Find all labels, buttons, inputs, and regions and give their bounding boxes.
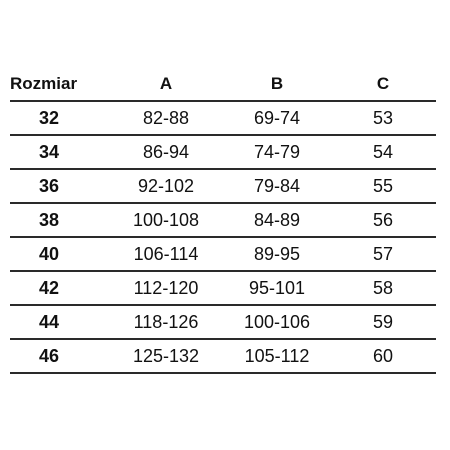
- table-row: [10, 102, 436, 136]
- size-cell: 40: [38, 243, 60, 264]
- table-header-row: [10, 68, 436, 102]
- a-cell: 92-102: [137, 175, 195, 196]
- a-cell: 118-126: [133, 311, 199, 332]
- c-cell: 53: [372, 107, 394, 128]
- c-cell: 54: [372, 141, 394, 162]
- b-cell: 105-112: [244, 345, 310, 366]
- b-cell: 100-106: [243, 311, 311, 332]
- a-cell: 112-120: [133, 277, 199, 298]
- size-cell: 42: [38, 277, 60, 298]
- table-row: [10, 340, 436, 374]
- a-cell: 100-108: [132, 209, 200, 230]
- size-cell: 44: [38, 311, 60, 332]
- table-row: [10, 204, 436, 238]
- header-size: Rozmiar: [10, 74, 78, 93]
- b-cell: 95-101: [248, 277, 306, 298]
- c-cell: 58: [372, 277, 394, 298]
- table-row: [10, 238, 436, 272]
- a-cell: 86-94: [142, 141, 190, 162]
- table-row: [10, 170, 436, 204]
- table-row: [10, 306, 436, 340]
- size-cell: 38: [38, 209, 60, 230]
- size-cell: 36: [38, 175, 60, 196]
- b-cell: 84-89: [253, 209, 301, 230]
- b-cell: 69-74: [253, 107, 301, 128]
- size-cell: 32: [38, 107, 60, 128]
- b-cell: 89-95: [253, 243, 301, 264]
- table-row: [10, 272, 436, 306]
- header-c: C: [376, 74, 390, 93]
- header-a: A: [159, 74, 173, 93]
- c-cell: 55: [372, 175, 394, 196]
- table-row: [10, 136, 436, 170]
- size-cell: 46: [38, 345, 60, 366]
- c-cell: 59: [372, 311, 394, 332]
- header-b: B: [270, 74, 284, 93]
- a-cell: 125-132: [132, 345, 200, 366]
- b-cell: 74-79: [253, 141, 301, 162]
- a-cell: 82-88: [142, 107, 190, 128]
- size-cell: 34: [38, 141, 60, 162]
- c-cell: 57: [372, 243, 394, 264]
- size-chart-table: [10, 68, 436, 374]
- a-cell: 106-114: [133, 243, 199, 264]
- b-cell: 79-84: [253, 175, 301, 196]
- c-cell: 60: [372, 345, 394, 366]
- c-cell: 56: [372, 209, 394, 230]
